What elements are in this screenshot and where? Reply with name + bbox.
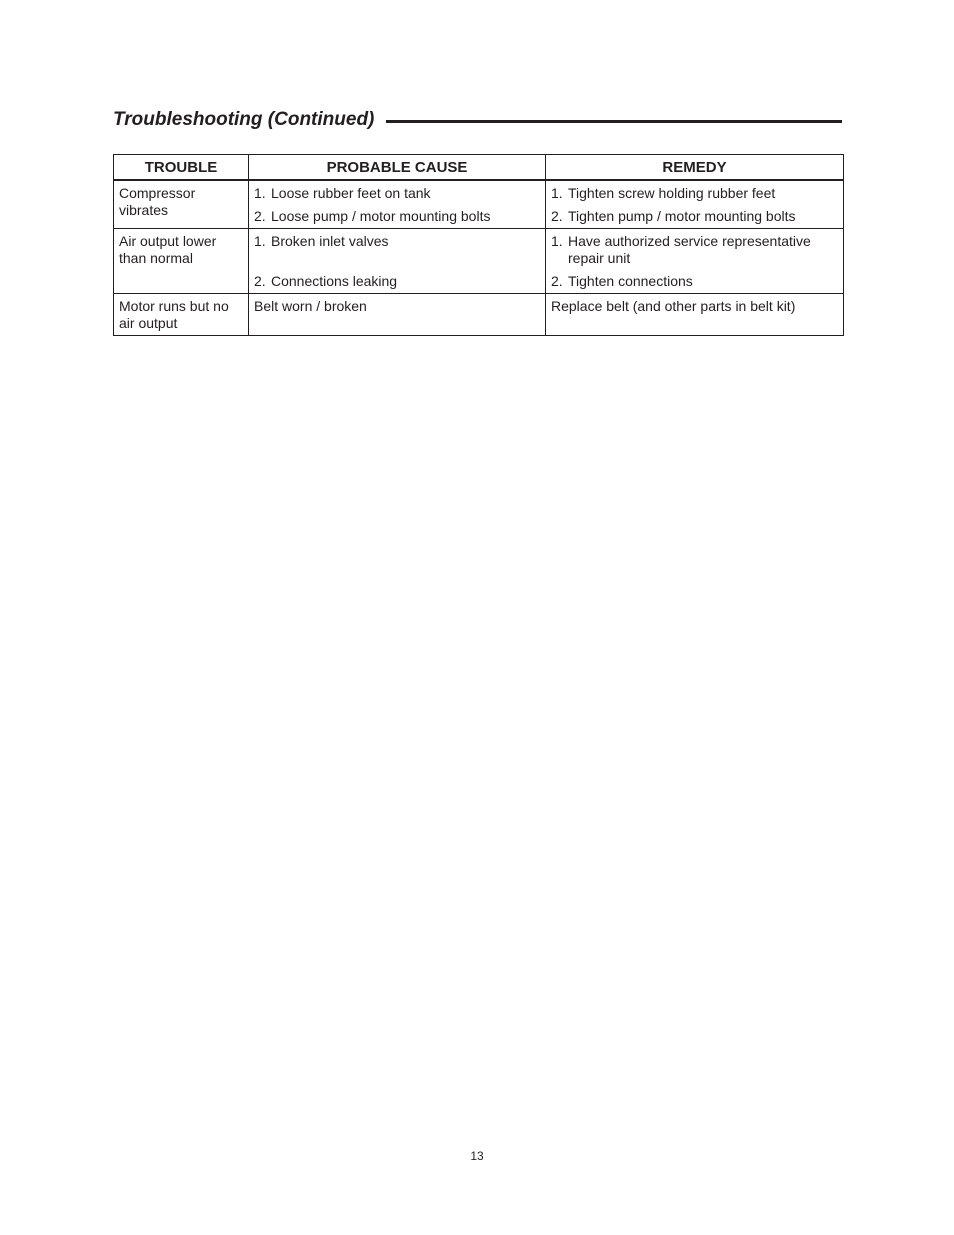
remedy-cell: Replace belt (and other parts in belt kit): [546, 294, 844, 336]
trouble-cell: Compressor vibrates: [114, 180, 249, 229]
item-text: Tighten connections: [568, 273, 693, 289]
table-row: [114, 229, 844, 294]
page-number: 13: [470, 1149, 484, 1163]
header-trouble: TROUBLE: [114, 155, 249, 181]
table-row: [114, 180, 844, 229]
item-text: Tighten pump / motor mounting bolts: [568, 208, 796, 224]
section-title: Troubleshooting (Continued): [113, 109, 375, 130]
item-number: 2.: [551, 273, 563, 289]
cause-item: [254, 208, 540, 225]
trouble-cell: Motor runs but no air output: [114, 294, 249, 336]
remedy-cell: [546, 229, 844, 294]
item-text: Have authorized service representative repair unit: [568, 233, 811, 266]
item-text: Loose rubber feet on tank: [271, 185, 431, 201]
remedy-item: [551, 185, 838, 202]
header-remedy: REMEDY: [546, 155, 844, 181]
item-text: Connections leaking: [271, 273, 398, 289]
item-number: 2.: [254, 273, 266, 289]
cause-item: [254, 185, 540, 202]
remedy-item: [551, 273, 838, 290]
item-number: 1.: [254, 185, 266, 201]
cause-item: [254, 273, 540, 290]
remedy-cell: [546, 180, 844, 229]
heading-rule: [386, 120, 842, 123]
table-header-row: [114, 155, 844, 181]
item-number: 1.: [551, 185, 563, 201]
troubleshooting-table: [113, 154, 844, 336]
item-number: 2.: [254, 208, 266, 224]
remedy-item: [551, 233, 838, 267]
table-row: [114, 294, 844, 336]
item-number: 2.: [551, 208, 563, 224]
item-text: Loose pump / motor mounting bolts: [271, 208, 491, 224]
trouble-cell: Air output lower than normal: [114, 229, 249, 294]
cause-cell: Belt worn / broken: [249, 294, 546, 336]
cause-cell: [249, 229, 546, 294]
remedy-item: [551, 208, 838, 225]
header-probable-cause: PROBABLE CAUSE: [249, 155, 546, 181]
item-text: Broken inlet valves: [271, 233, 389, 249]
cause-item: [254, 233, 540, 250]
cause-cell: [249, 180, 546, 229]
item-number: 1.: [254, 233, 266, 249]
item-text: Tighten screw holding rubber feet: [568, 185, 776, 201]
section-heading-row: [113, 108, 842, 132]
item-number: 1.: [551, 233, 563, 249]
